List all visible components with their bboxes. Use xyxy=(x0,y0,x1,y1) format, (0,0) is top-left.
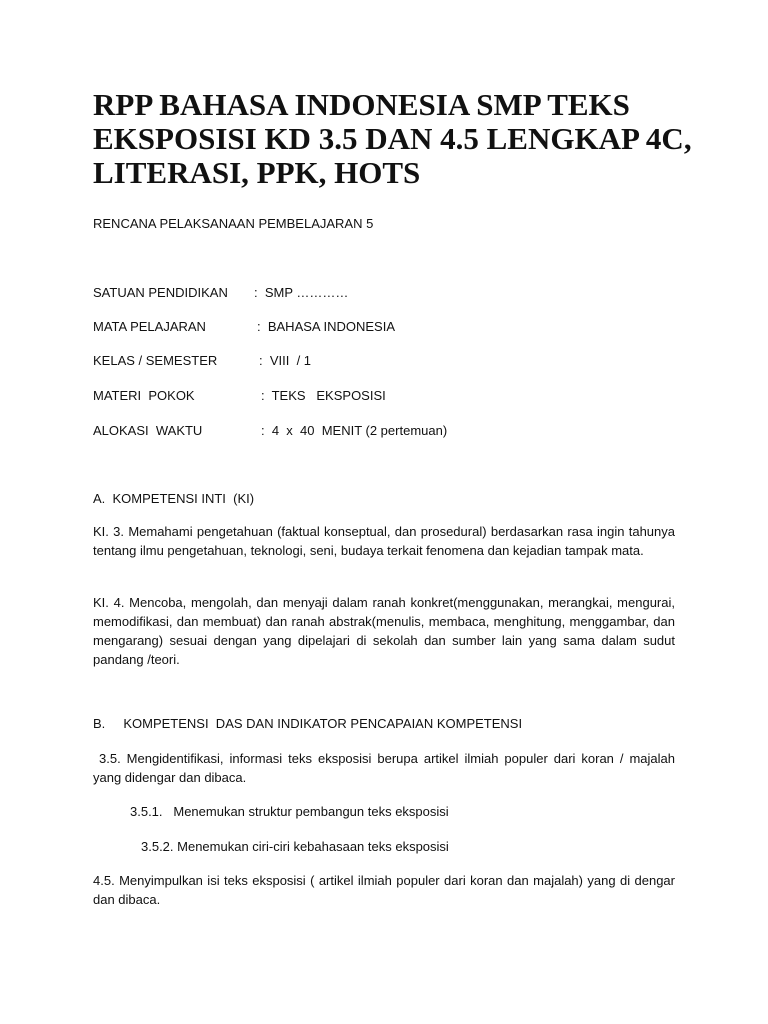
identity-label: MATA PELAJARAN xyxy=(93,319,206,334)
ki3-paragraph: KI. 3. Memahami pengetahuan (faktual konseptual, dan prosedural) berdasarkan rasa ingin tahunya tentang ilmu pengetahuan, teknologi, seni, budaya terkait fenomena dan kejadian tampak mata. xyxy=(93,524,675,558)
document-subtitle: RENCANA PELAKSANAAN PEMBELAJARAN 5 xyxy=(93,216,374,231)
section-a-heading: A. KOMPETENSI INTI (KI) xyxy=(93,491,255,506)
document-title: RPP BAHASA INDONESIA SMP TEKS EKSPOSISI KD 3.5 DAN 4.5 LENGKAP 4C, LITERASI, PPK, HOTS xyxy=(93,87,692,190)
identity-value: : SMP ………… xyxy=(254,285,349,300)
identity-label: KELAS / SEMESTER xyxy=(93,353,218,368)
identity-label: MATERI POKOK xyxy=(93,388,195,403)
ki4-paragraph: KI. 4. Mencoba, mengolah, dan menyaji dalam ranah konkret(menggunakan, merangkai, mengurai, memodifikasi, dan membuat) dan ranah abstrak(menulis, membaca, menghitung, menggambar, dan mengarang) sesuai dengan yang dipelajari di sekolah dan sumber lain yang sama dalam sudut pandang /teori. xyxy=(93,595,675,667)
section-b-heading: B. KOMPETENSI DAS DAN INDIKATOR PENCAPAIAN KOMPETENSI xyxy=(93,716,523,731)
kd-4-5-paragraph: 4.5. Menyimpulkan isi teks eksposisi ( artikel ilmiah populer dari koran dan majalah) yang di dengar dan dibaca. xyxy=(93,873,675,907)
kd-3-5-paragraph: 3.5. Mengidentifikasi, informasi teks eksposisi berupa artikel ilmiah populer dari koran / majalah yang didengar dan dibaca. xyxy=(93,751,675,785)
indicator-3-5-1: 3.5.1. Menemukan struktur pembangun teks eksposisi xyxy=(130,804,449,819)
indicator-3-5-2: 3.5.2. Menemukan ciri-ciri kebahasaan teks eksposisi xyxy=(141,839,449,854)
identity-value: : VIII / 1 xyxy=(259,353,312,368)
identity-value: : 4 x 40 MENIT (2 pertemuan) xyxy=(261,423,448,438)
identity-value: : BAHASA INDONESIA xyxy=(257,319,395,334)
identity-label: ALOKASI WAKTU xyxy=(93,423,203,438)
identity-value: : TEKS EKSPOSISI xyxy=(261,388,386,403)
identity-label: SATUAN PENDIDIKAN xyxy=(93,285,228,300)
